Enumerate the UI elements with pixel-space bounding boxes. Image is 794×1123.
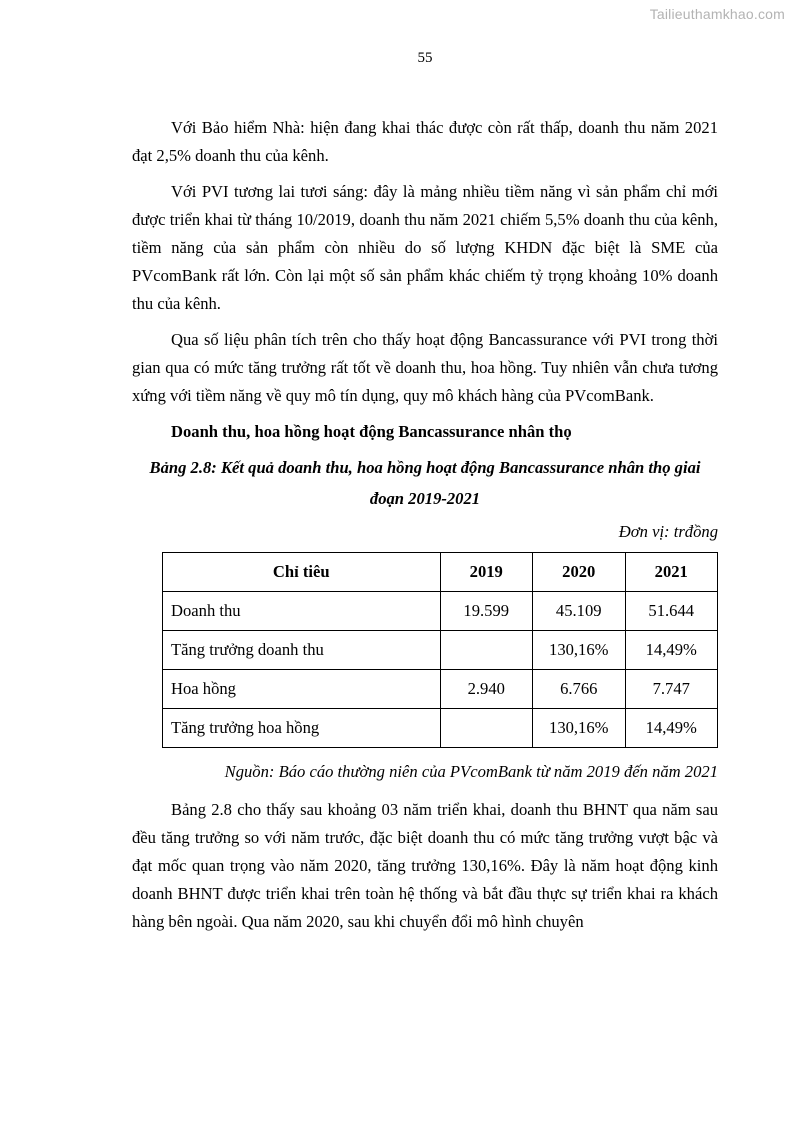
header-2019: 2019 xyxy=(440,553,533,592)
cell-2021: 14,49% xyxy=(625,631,718,670)
table-header-row xyxy=(163,553,718,592)
table-row xyxy=(163,631,718,670)
row-label: Doanh thu xyxy=(163,592,441,631)
table-caption: Bảng 2.8: Kết quả doanh thu, hoa hồng hoạt động Bancassurance nhân thọ giai đoạn 2019-2021 xyxy=(149,458,701,508)
cell-2021: 7.747 xyxy=(625,670,718,709)
cell-2020: 6.766 xyxy=(533,670,626,709)
header-2020: 2020 xyxy=(533,553,626,592)
row-label: Hoa hồng xyxy=(163,670,441,709)
page-number: 55 xyxy=(417,50,433,66)
row-label: Tăng trưởng hoa hồng xyxy=(163,709,441,748)
table-row xyxy=(163,709,718,748)
cell-2020: 45.109 xyxy=(533,592,626,631)
header-2021: 2021 xyxy=(625,553,718,592)
cell-2021: 14,49% xyxy=(625,709,718,748)
row-label: Tăng trưởng doanh thu xyxy=(163,631,441,670)
cell-2019: 19.599 xyxy=(440,592,533,631)
paragraph-pvi-future: Với PVI tương lai tươi sáng: đây là mảng nhiều tiềm năng vì sản phẩm chỉ mới được triển khai từ tháng 10/2019, doanh thu năm 2021 chiếm 5,5% doanh thu của kênh, tiềm năng của sản phẩm còn nhiều do số lượng KHDN đặc biệt là SME của PVcomBank rất lớn. Còn lại một số sản phẩm khác chiếm tỷ trọng khoảng 10% doanh thu của kênh. xyxy=(132,182,718,313)
header-indicator: Chỉ tiêu xyxy=(163,553,441,592)
paragraph-table-analysis: Bảng 2.8 cho thấy sau khoảng 03 năm triển khai, doanh thu BHNT qua năm sau đều tăng trưởng so với năm trước, đặc biệt doanh thu có mức tăng trưởng vượt bậc và đạt mốc quan trọng vào năm 2020, tăng trưởng 130,16%. Đây là năm hoạt động kinh doanh BHNT được triển khai trên toàn hệ thống và bắt đầu thực sự triển khai ra khách hàng bên ngoài. Qua năm 2020, sau khi chuyển đổi mô hình chuyên xyxy=(132,800,718,931)
paragraph-analysis-summary: Qua số liệu phân tích trên cho thấy hoạt động Bancassurance với PVI trong thời gian qua có mức tăng trưởng rất tốt về doanh thu, hoa hồng. Tuy nhiên vẫn chưa tương xứng với tiềm năng về quy mô tín dụng, quy mô khách hàng của PVcomBank. xyxy=(132,330,718,405)
document-body xyxy=(132,114,718,944)
cell-2020: 130,16% xyxy=(533,631,626,670)
cell-2019: 2.940 xyxy=(440,670,533,709)
cell-2021: 51.644 xyxy=(625,592,718,631)
watermark: Tailieuthamkhao.com xyxy=(649,6,785,22)
cell-2019 xyxy=(440,631,533,670)
cell-2020: 130,16% xyxy=(533,709,626,748)
table-row xyxy=(163,592,718,631)
cell-2019 xyxy=(440,709,533,748)
section-heading: Doanh thu, hoa hồng hoạt động Bancassurance nhân thọ xyxy=(171,422,572,441)
table-unit: Đơn vị: trđồng xyxy=(618,522,718,541)
results-table xyxy=(162,552,718,748)
table-source: Nguồn: Báo cáo thường niên của PVcomBank từ năm 2019 đến năm 2021 xyxy=(224,762,718,781)
table-row xyxy=(163,670,718,709)
paragraph-home-insurance: Với Bảo hiểm Nhà: hiện đang khai thác được còn rất thấp, doanh thu năm 2021 đạt 2,5% doanh thu của kênh. xyxy=(132,118,718,165)
